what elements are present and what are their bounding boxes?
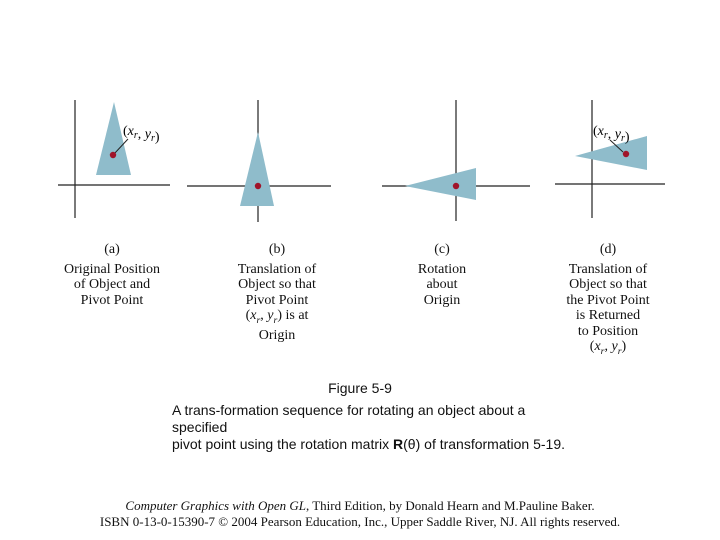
panel-a-tag: (a) [104, 242, 120, 257]
panel-caption-line: ($x_r$, $y_r$) is at [245, 308, 309, 326]
panel-caption-line: of Object and [73, 277, 151, 292]
panel-d-pivot-point [623, 151, 629, 157]
panel-caption-line: Original Position [63, 261, 161, 277]
transformation-diagram [0, 0, 720, 240]
panel-b-tag: (b) [268, 242, 286, 257]
panel-caption-line: is Returned [575, 308, 641, 323]
panel-a-pivot-point [110, 152, 116, 158]
panel-d-caption-lines [543, 262, 673, 360]
panel-caption-line: Pivot Point [245, 292, 309, 308]
panel-a-graphic [58, 100, 170, 218]
panel-d-graphic [555, 100, 665, 218]
figure-title: Figure 5-9 [328, 380, 392, 396]
footer-line-2: ISBN 0-13-0-15390-7 © 2004 Pearson Education, Inc., Upper Saddle River, NJ. All rights reserved. [99, 514, 621, 529]
panel-caption-line: Object so that [569, 277, 647, 292]
panel-b-pivot-point [255, 183, 261, 189]
panel-d-caption [543, 242, 673, 359]
panel-caption-line: the Pivot Point [566, 292, 650, 308]
panel-c-pivot-point [453, 183, 459, 189]
panel-caption-line: about [426, 277, 458, 292]
panel-caption-line: Origin [258, 328, 296, 344]
panel-c-tag: (c) [434, 242, 450, 257]
panel-a-point-label: ($x_r$, $y_r$) [123, 124, 160, 145]
panel-c-caption-lines [377, 262, 507, 309]
panel-caption-line: Rotation [417, 261, 467, 277]
figure-caption-line-2 [172, 436, 572, 453]
figure-caption-line-1: A trans-formation sequence for rotating an object about a specified [172, 402, 526, 435]
panel-b-object [240, 132, 274, 206]
panel-caption-line: ($x_r$, $y_r$) [589, 339, 627, 357]
panel-caption-line: Translation of [237, 261, 317, 277]
panel-caption-line: Object so that [238, 277, 316, 292]
panel-a-caption [47, 242, 177, 308]
panel-d-point-label: ($x_r$, $y_r$) [593, 124, 630, 145]
panel-b-graphic [187, 100, 331, 222]
panel-c-object [405, 168, 476, 200]
footer-line-1-rest: , Third Edition, by Donald Hearn and M.Pauline Baker. [305, 498, 595, 513]
theta-symbol: (θ) [403, 436, 421, 452]
copyright-footer [40, 498, 680, 530]
panel-d-tag: (d) [599, 242, 617, 257]
panel-c-graphic [382, 100, 530, 221]
panel-caption-line: Origin [423, 292, 461, 308]
book-title: Computer Graphics with Open GL [125, 498, 306, 513]
panel-caption-line: to Position [577, 323, 639, 339]
footer-line-1 [40, 498, 680, 514]
caption-text-pre: pivot point using the rotation matrix [172, 436, 394, 452]
panel-b-caption [212, 242, 342, 344]
panel-c-caption [377, 242, 507, 308]
panel-caption-line: Pivot Point [80, 292, 144, 308]
caption-text-post: of transformation 5-19. [420, 436, 566, 452]
panel-b-caption-lines [212, 262, 342, 344]
figure-caption [172, 402, 572, 453]
panel-a-caption-lines [47, 262, 177, 309]
panel-caption-line: Translation of [568, 261, 648, 277]
rotation-matrix-symbol: R [393, 436, 404, 452]
